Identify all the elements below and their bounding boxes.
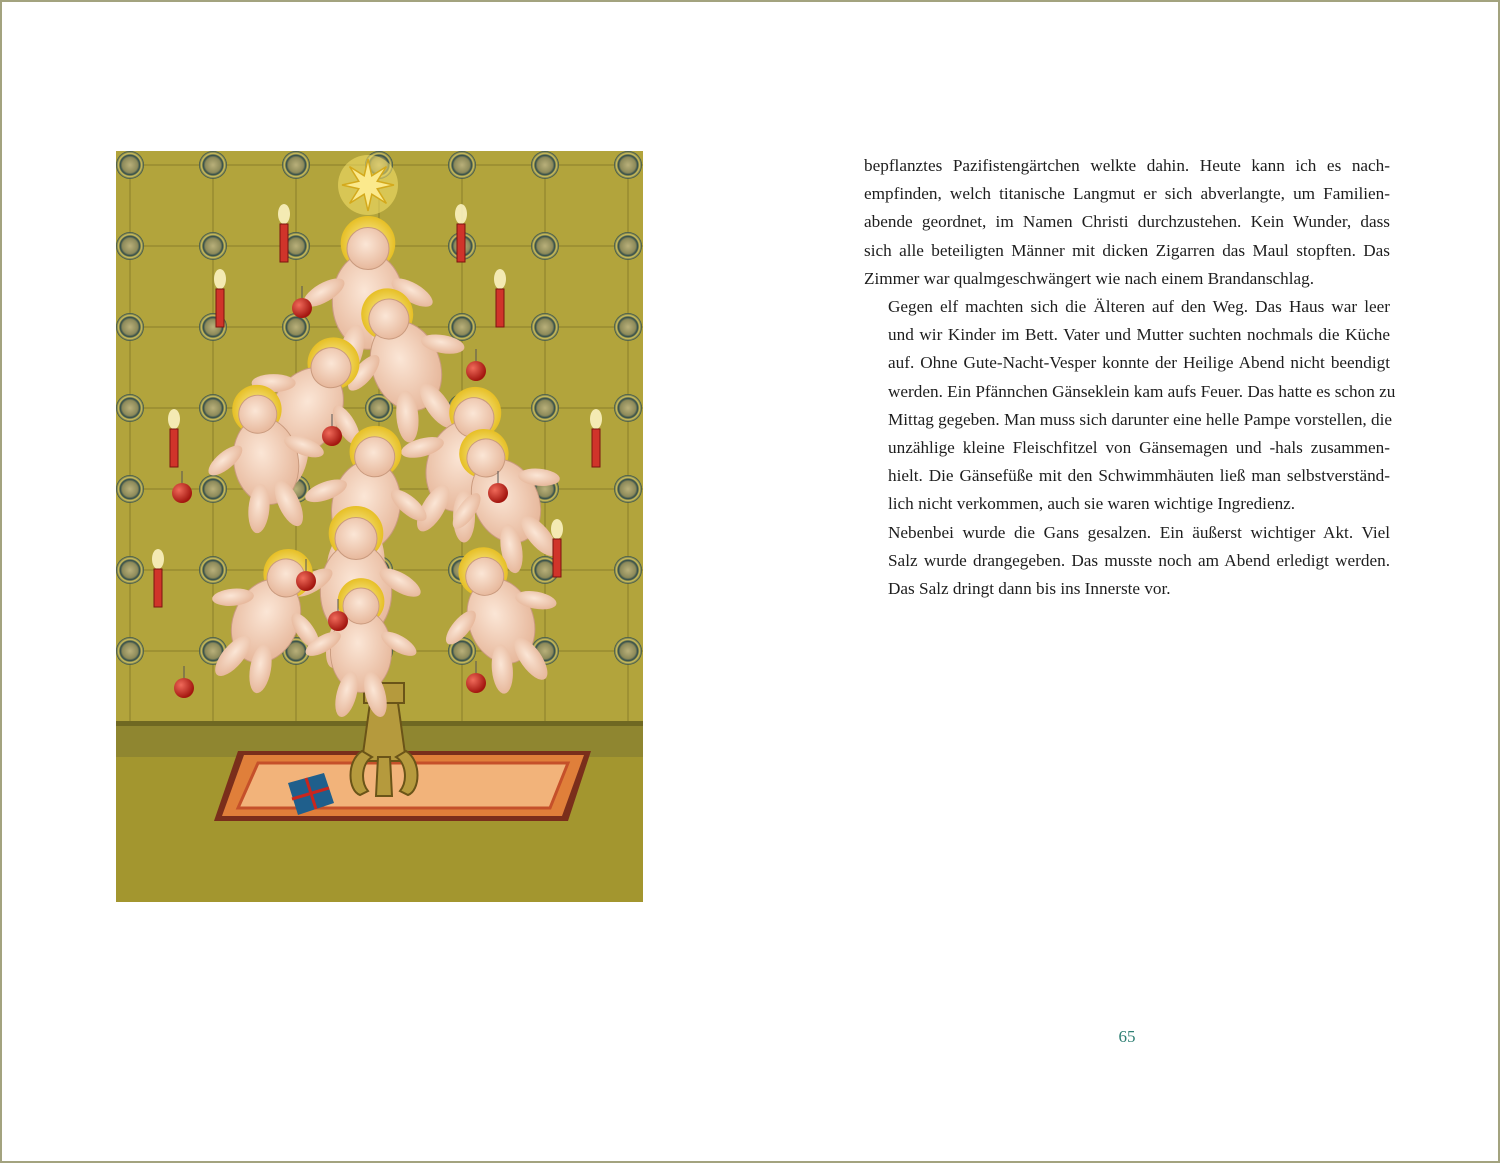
- candle: [214, 269, 226, 327]
- wallpaper-medallion: [614, 637, 642, 665]
- wallpaper-medallion: [116, 475, 144, 503]
- text-line: hielt. Die Gänsefüße mit den Schwimmhäuten ließ man selbstverständ-: [888, 466, 1390, 486]
- text-line: Salz wurde drangegeben. Das musste noch am Abend erledigt werden.: [888, 550, 1390, 570]
- wallpaper-medallion: [531, 232, 559, 260]
- wallpaper-medallion: [116, 637, 144, 665]
- candle-body: [154, 569, 162, 607]
- candle-flame: [214, 269, 226, 289]
- cherub-head: [343, 588, 379, 624]
- candle-body: [496, 289, 504, 327]
- text-line: Zimmer war qualmgeschwängert wie nach einem Brandanschlag.: [864, 268, 1315, 288]
- bauble-ball: [466, 673, 486, 693]
- wallpaper-medallion: [116, 313, 144, 341]
- wallpaper-medallion: [448, 313, 476, 341]
- text-line: Mittag gegeben. Man muss sich darunter eine helle Pampe vorstellen, die: [888, 409, 1393, 429]
- text-line: Das Salz dringt dann bis ins Innerste vor.: [888, 579, 1171, 599]
- wallpaper-medallion: [199, 556, 227, 584]
- text-line: lich nicht verkommen, auch sie waren wichtige Ingredienz.: [888, 494, 1296, 514]
- wallpaper-medallion: [614, 232, 642, 260]
- wallpaper-medallion: [199, 232, 227, 260]
- bauble-ball: [174, 678, 194, 698]
- candle-flame: [455, 204, 467, 224]
- wallpaper-medallion: [448, 151, 476, 179]
- wallpaper-medallion: [282, 151, 310, 179]
- candle: [494, 269, 506, 327]
- text-line: empfinden, welch titanische Langmut er sich abverlangte, um Familien-: [864, 184, 1390, 204]
- candle: [551, 519, 563, 577]
- wallpaper-medallion: [531, 313, 559, 341]
- candle-body: [592, 429, 600, 467]
- bauble-ball: [488, 483, 508, 503]
- text-line: und wir Kinder im Bett. Vater und Mutter suchten nochmals die Küche: [888, 325, 1390, 345]
- candle: [590, 409, 602, 467]
- wallpaper-medallion: [614, 151, 642, 179]
- text-line: abende geordnet, im Namen Christi durchzustehen. Kein Wunder, dass: [864, 212, 1390, 232]
- wallpaper-medallion: [614, 475, 642, 503]
- text-line: Gegen elf machten sich die Älteren auf den Weg. Das Haus war leer: [888, 297, 1390, 317]
- text-line: werden. Ein Pfännchen Gänseklein kam aufs Feuer. Das hatte es schon zu: [888, 381, 1396, 401]
- cherub-head: [335, 518, 377, 560]
- wallpaper-medallion: [531, 394, 559, 422]
- body-text: [864, 152, 1396, 603]
- candle-flame: [168, 409, 180, 429]
- candle-body: [457, 224, 465, 262]
- candle-flame: [590, 409, 602, 429]
- candle-body: [216, 289, 224, 327]
- candle-flame: [551, 519, 563, 539]
- wallpaper-medallion: [116, 556, 144, 584]
- wallpaper-medallion: [531, 151, 559, 179]
- illustration-art: [116, 151, 643, 902]
- bauble-ball: [172, 483, 192, 503]
- page-number: 65: [1118, 1027, 1136, 1046]
- wallpaper-medallion: [116, 151, 144, 179]
- paragraph: [864, 293, 1396, 519]
- text-line: unzählige kleine Fleischfitzel von Gänsemagen und -hals zusammen-: [888, 438, 1390, 458]
- wallpaper-medallion: [116, 394, 144, 422]
- bauble-ball: [322, 426, 342, 446]
- text-line: sich alle beteiligten Männer mit dicken Zigarren das Maul stopften. Das: [864, 240, 1390, 260]
- wallpaper-medallion: [614, 313, 642, 341]
- candle-flame: [278, 204, 290, 224]
- cherub-head: [347, 228, 389, 270]
- bauble-ball: [328, 611, 348, 631]
- candle-body: [280, 224, 288, 262]
- text-line: auf. Ohne Gute-Nacht-Vesper konnte der Heilige Abend nicht beendigt: [888, 353, 1390, 373]
- candle-body: [170, 429, 178, 467]
- christmas-tree-illustration: [116, 151, 643, 902]
- candle: [152, 549, 164, 607]
- wallpaper-medallion: [116, 232, 144, 260]
- candle-body: [553, 539, 561, 577]
- bauble-ball: [292, 298, 312, 318]
- candle: [168, 409, 180, 467]
- paragraph: [864, 152, 1390, 293]
- text-line: bepflanztes Pazifistengärtchen welkte dahin. Heute kann ich es nach-: [864, 156, 1390, 175]
- wallpaper-medallion: [199, 475, 227, 503]
- candle: [278, 204, 290, 262]
- candle: [455, 204, 467, 262]
- paragraph: [864, 519, 1390, 604]
- star-topper: [338, 155, 398, 215]
- wallpaper-medallion: [614, 394, 642, 422]
- wallpaper-medallion: [199, 394, 227, 422]
- wallpaper-medallion: [199, 151, 227, 179]
- bauble-ball: [296, 571, 316, 591]
- candle-flame: [494, 269, 506, 289]
- bauble-ball: [466, 361, 486, 381]
- text-line: Nebenbei wurde die Gans gesalzen. Ein äußerst wichtiger Akt. Viel: [888, 522, 1390, 542]
- wallpaper-medallion: [614, 556, 642, 584]
- candle-flame: [152, 549, 164, 569]
